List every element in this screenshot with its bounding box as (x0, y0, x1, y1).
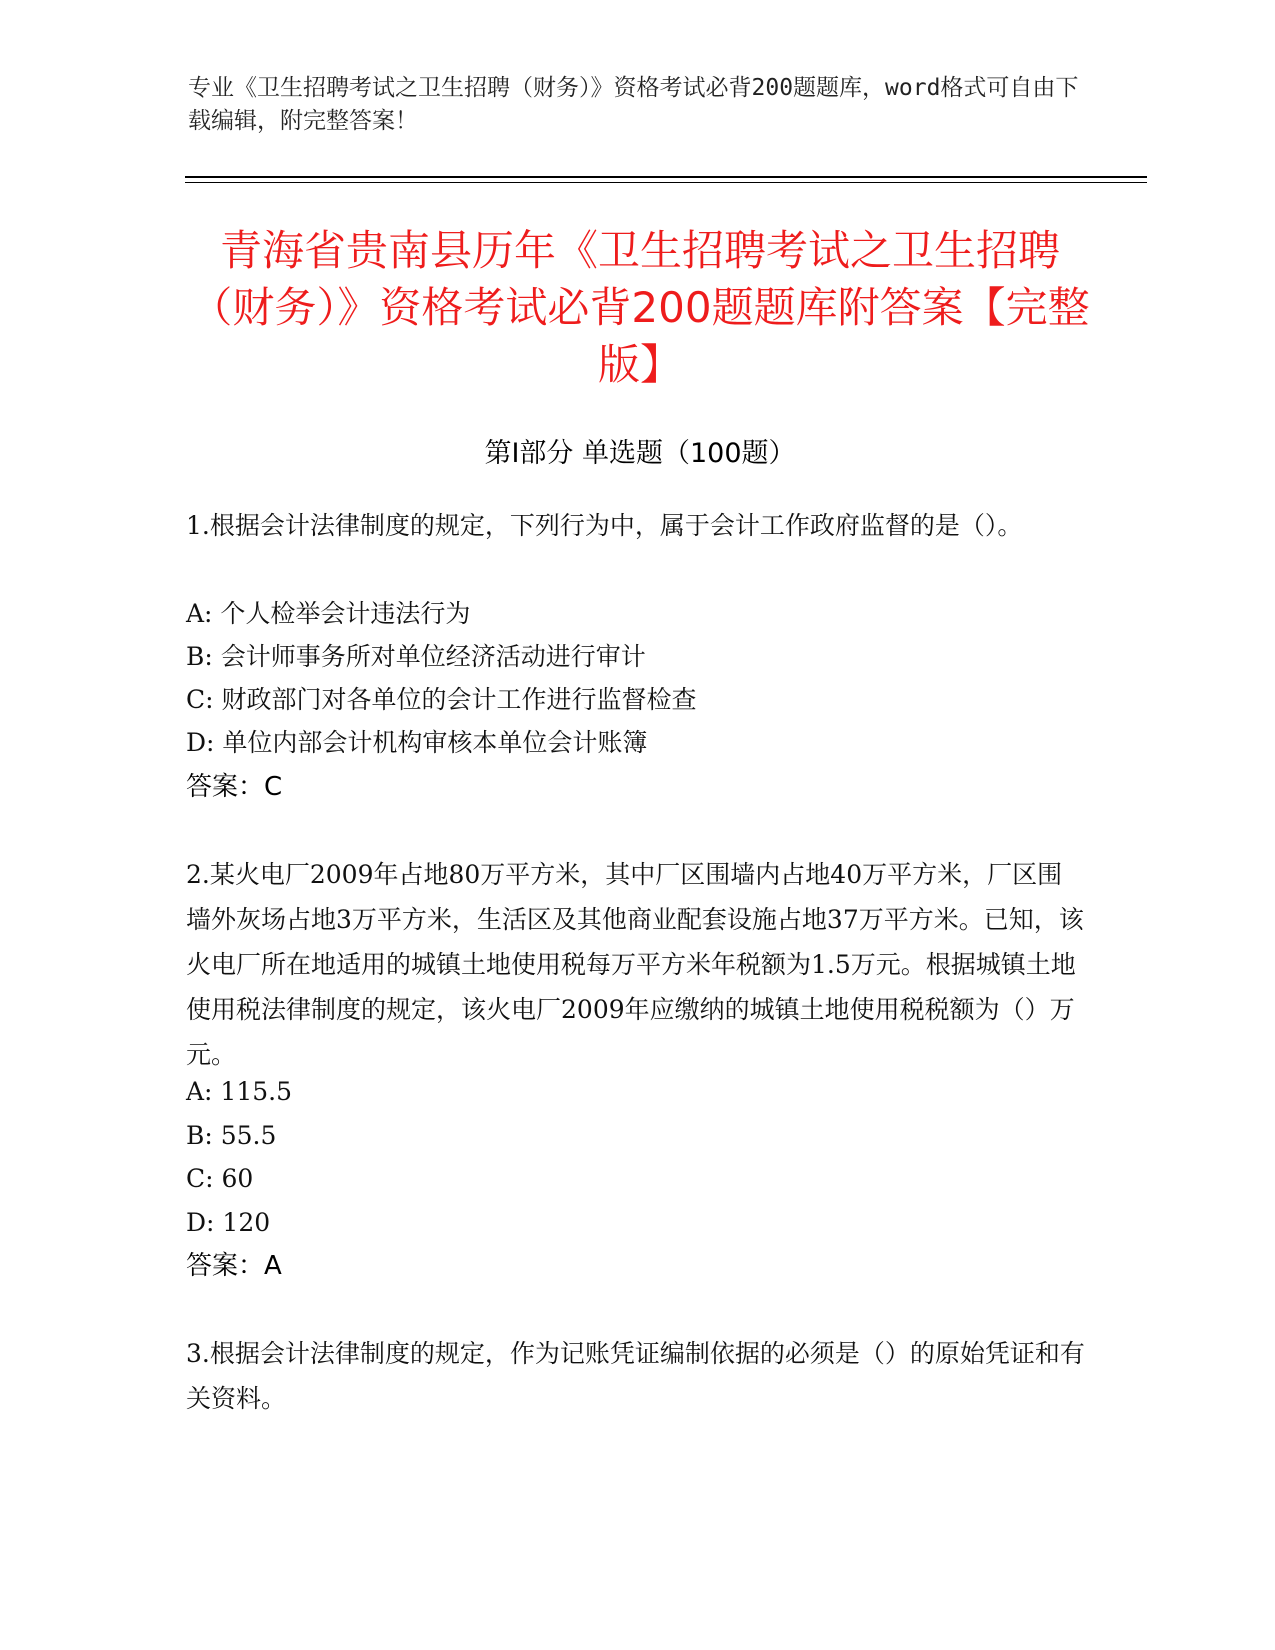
question-1-option-a: A: 个人检举会计违法行为 (186, 599, 471, 628)
question-2-option-c: C: 60 (186, 1164, 254, 1193)
question-1-option-d: D: 单位内部会计机构审核本单位会计账簿 (186, 728, 648, 757)
question-1-answer: 答案：C (186, 772, 283, 802)
document-title: 青海省贵南县历年《卫生招聘考试之卫生招聘（财务）》资格考试必背200题题库附答案【完整版】 (190, 226, 1090, 389)
question-2-option-d: D: 120 (186, 1208, 271, 1237)
question-2-answer: 答案：A (186, 1251, 282, 1281)
question-1-text: 1.根据会计法律制度的规定，下列行为中，属于会计工作政府监督的是（）。 (186, 511, 1023, 540)
section-heading: 第Ⅰ部分 单选题（100题） (484, 438, 796, 469)
header-divider-thick (185, 176, 1147, 178)
header-note: 专业《卫生招聘考试之卫生招聘（财务）》资格考试必背200题题库，word格式可自由下载编辑，附完整答案！ (188, 75, 1079, 134)
header-divider-thin (185, 182, 1147, 183)
question-1-option-c: C: 财政部门对各单位的会计工作进行监督检查 (186, 685, 697, 714)
question-2-option-b: B: 55.5 (186, 1121, 277, 1150)
question-3-text: 3.根据会计法律制度的规定，作为记账凭证编制依据的必须是（）的原始凭证和有关资料。 (186, 1339, 1085, 1413)
question-2-option-a: A: 115.5 (186, 1077, 292, 1106)
question-2-text: 2.某火电厂2009年占地80万平方米，其中厂区围墙内占地40万平方米，厂区围墙外灰场占地3万平方米，生活区及其他商业配套设施占地37万平方米。已知，该火电厂所在地适用的城镇土地使用税每万平方米年税额为1.5万元。根据城镇土地使用税法律制度的规定，该火电厂2009年应缴纳的城镇土地使用税税额为（）万元。 (186, 860, 1084, 1069)
question-1-option-b: B: 会计师事务所对单位经济活动进行审计 (186, 642, 646, 671)
